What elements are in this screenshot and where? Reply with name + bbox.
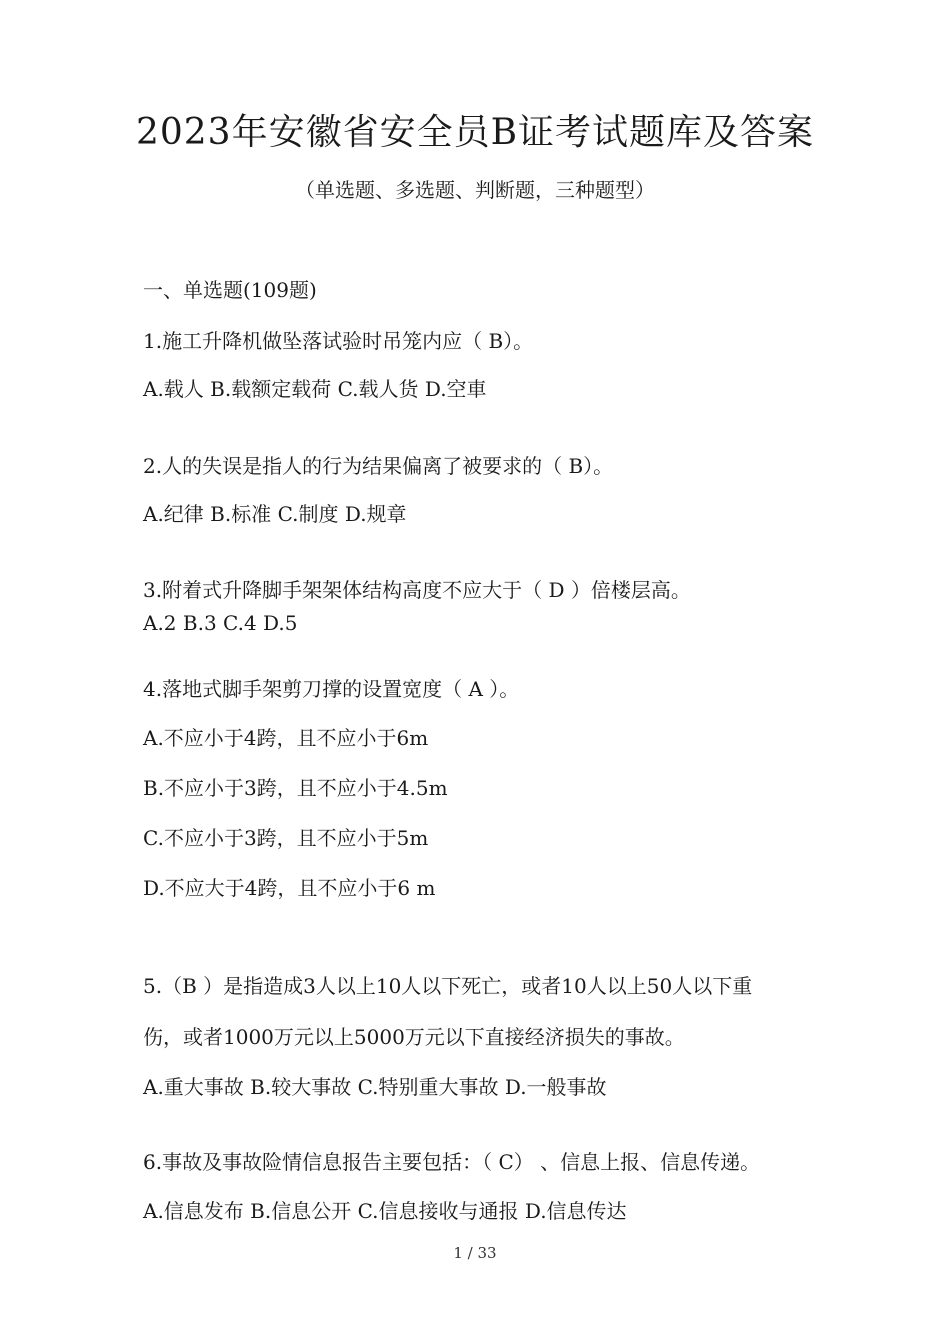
question-4-option-d: D.不应大于4跨，且不应小于6 m	[143, 876, 436, 900]
question-4-stem: 4.落地式脚手架剪刀撑的设置宽度（ A ）。	[143, 677, 520, 701]
question-3-options: A.2 B.3 C.4 D.5	[143, 611, 298, 635]
question-1-options: A.载人 B.载额定载荷 C.载人货 D.空車	[143, 377, 487, 401]
question-1-stem: 1.施工升降机做坠落试验时吊笼内应（ B）。	[143, 329, 534, 353]
question-5-stem: 5.（B ）是指造成3人以上10人以下死亡，或者10人以上50人以下重	[143, 974, 753, 998]
page-title: 2023年安徽省安全员B证考试题库及答案	[135, 112, 815, 153]
page-number: 1 / 33	[453, 1244, 497, 1262]
question-5-options: A.重大事故 B.较大事故 C.特别重大事故 D.一般事故	[143, 1075, 607, 1099]
question-4-option-c: C.不应小于3跨，且不应小于5m	[143, 826, 429, 850]
section-heading: 一、单选题(109题)	[143, 278, 317, 302]
question-2-options: A.纪律 B.标准 C.制度 D.规章	[143, 502, 407, 526]
question-6-stem: 6.事故及事故险情信息报告主要包括：（ C） 、信息上报、信息传递。	[143, 1150, 761, 1174]
question-4-option-a: A.不应小于4跨，且不应小于6m	[143, 726, 429, 750]
question-5-stem-continued: 伤，或者1000万元以上5000万元以下直接经济损失的事故。	[143, 1025, 685, 1049]
question-4-option-b: B.不应小于3跨，且不应小于4.5m	[143, 776, 448, 800]
question-3-stem: 3.附着式升降脚手架架体结构高度不应大于（ D ）倍楼层高。	[143, 578, 691, 602]
page-subtitle: （单选题、多选题、判断题，三种题型）	[295, 178, 655, 202]
question-2-stem: 2.人的失误是指人的行为结果偏离了被要求的（ B）。	[143, 454, 614, 478]
question-6-options: A.信息发布 B.信息公开 C.信息接收与通报 D.信息传达	[143, 1199, 627, 1223]
